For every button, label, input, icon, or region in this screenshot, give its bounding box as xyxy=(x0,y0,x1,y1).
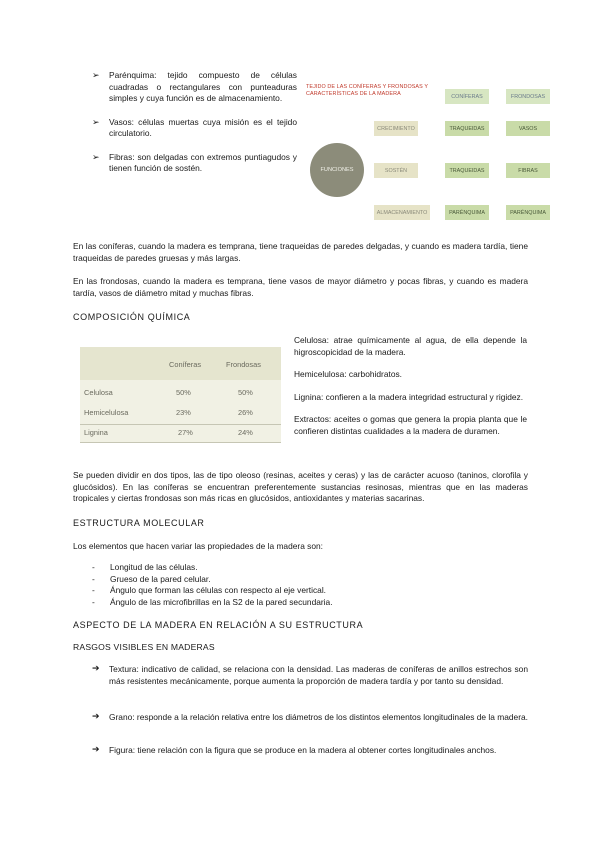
list-item xyxy=(92,152,297,175)
definition-hemicelulosa: Hemicelulosa: carbohidratos. xyxy=(294,369,402,379)
bullet-text: Parénquima: tejido compuesto de células cuadradas o rectangulares con punteaduras simples y cuya función es de almacenamiento. xyxy=(109,70,297,103)
dash-marker: - xyxy=(92,573,95,584)
table-col-header: Frondosas xyxy=(226,360,261,369)
dash-marker: - xyxy=(92,596,95,607)
dash-text: Ángulo que forman las células con respecto al eje vertical. xyxy=(110,585,327,595)
arrow-text-textura: Textura: indicativo de calidad, se relaciona con la densidad. Las maderas de coníferas de anillos estrechos son más resistentes mecánicamente, porque aumenta la proporción de madera tardía y por tanto su densidad. xyxy=(109,664,528,686)
diagram-function-box: ALMACENAMIENTO xyxy=(374,205,430,220)
list-item xyxy=(92,664,528,687)
bullet-text: Vasos: células muertas cuya misión es el tejido circulatorio. xyxy=(109,116,297,138)
diagram-cell-box: TRAQUEIDAS xyxy=(445,163,489,178)
arrow-marker: ➔ xyxy=(92,711,100,721)
list-item xyxy=(92,585,333,597)
properties-dash-list xyxy=(92,562,333,608)
diagram-col-head-frondosas: FRONDOSAS xyxy=(506,89,550,104)
tissue-bullet-list xyxy=(92,70,297,187)
definition-celulosa: Celulosa: atrae químicamente al agua, de ella depende la higroscopicidad de la madera. xyxy=(294,335,527,357)
list-item xyxy=(92,712,528,724)
dash-text: Grueso de la pared celular. xyxy=(110,573,211,584)
table-rule xyxy=(80,424,281,425)
heading-aspecto: ASPECTO DE LA MADERA EN RELACIÓN A SU ESTRUCTURA xyxy=(73,620,364,630)
diagram-cell-box: TRAQUEIDAS xyxy=(445,121,489,136)
dash-text: Ángulo de las microfibrillas en la S2 de la pared secundaria. xyxy=(110,596,333,607)
paragraph-elementos: Los elementos que hacen variar las propiedades de la madera son: xyxy=(73,541,324,551)
diagram-cell-box: FIBRAS xyxy=(506,163,550,178)
diagram-col-head-coniferas: CONÍFERAS xyxy=(445,89,489,104)
list-item xyxy=(92,562,333,574)
bullet-marker: ➢ xyxy=(92,70,100,80)
paragraph-frondosas: En las frondosas, cuando la madera es temprana, tiene vasos de mayor diámetro y pocas fibras, y cuando es madera tardía, vasos de diámetro mitad y muchas fibras. xyxy=(73,276,528,298)
dash-text: Longitud de las células. xyxy=(110,562,198,572)
table-row-label: Hemicelulosa xyxy=(84,408,129,417)
bullet-marker: ➢ xyxy=(92,151,100,162)
diagram-title: TEJIDO DE LAS CONÍFERAS Y FRONDOSAS Y CARACTERÍSTICAS DE LA MADERA xyxy=(306,84,428,97)
heading-estructura-molecular: ESTRUCTURA MOLECULAR xyxy=(73,518,205,528)
bullet-text: Fibras: son delgadas con extremos puntiagudos y tienen función de sostén. xyxy=(109,151,297,173)
arrow-text-grano: Grano: responde a la relación relativa entre los diámetros de los distintos elementos longitudinales de la madera. xyxy=(109,712,528,722)
table-col-header: Coníferas xyxy=(169,360,202,369)
definition-lignina: Lignina: confieren a la madera integridad estructural y rigidez. xyxy=(294,391,524,402)
list-item xyxy=(92,574,333,586)
diagram-cell-box: PARÉNQUIMA xyxy=(506,205,550,220)
paragraph-coniferas: En las coníferas, cuando la madera es temprana, tiene traqueidas de paredes delgadas, y cuando es madera tardía, tiene traqueidas de paredes gruesas y más largas. xyxy=(73,241,528,263)
table-cell: 27% xyxy=(178,428,193,437)
arrow-marker: ➔ xyxy=(92,663,100,673)
dash-marker: - xyxy=(92,562,95,572)
diagram-cell-box: PARÉNQUIMA xyxy=(445,205,489,220)
composition-definitions xyxy=(294,335,527,448)
definition-extractos: Extractos: aceites o gomas que genera la propia planta que le confieren distintas cualidades a la madera de duramen. xyxy=(294,414,527,436)
bullet-marker: ➢ xyxy=(92,116,100,127)
table-rule xyxy=(80,442,281,443)
paragraph-extractos: Se pueden dividir en dos tipos, las de tipo oleoso (resinas, aceites y ceras) y las de carácter acuoso (taninos, clorofila y glucósidos). En las coníferas se encuentran preferentemente sustancias resinosas, mientras que en las maderas tropicales y ciertas frondosas son más ricas en glucósidos, antioxidantes y materias sacarinas. xyxy=(73,470,528,503)
table-row-label: Celulosa xyxy=(84,388,113,397)
composition-table xyxy=(80,347,281,443)
table-cell: 50% xyxy=(238,388,253,397)
table-row-label: Lignina xyxy=(84,428,108,437)
table-cell: 26% xyxy=(238,408,253,417)
heading-rasgos: RASGOS VISIBLES EN MADERAS xyxy=(73,642,215,652)
list-item xyxy=(92,70,297,105)
arrow-marker: ➔ xyxy=(92,744,100,754)
heading-composicion: COMPOSICIÓN QUÍMICA xyxy=(73,312,191,322)
list-item xyxy=(92,745,528,757)
table-cell: 24% xyxy=(238,428,253,437)
diagram-cell-box: VASOS xyxy=(506,121,550,136)
diagram-function-box: CRECIMIENTO xyxy=(374,121,418,136)
dash-marker: - xyxy=(92,585,95,595)
functions-diagram xyxy=(306,80,550,225)
diagram-center-circle: FUNCIONES xyxy=(310,143,364,197)
list-item xyxy=(92,117,297,140)
list-item xyxy=(92,597,333,609)
diagram-function-box: SOSTÉN xyxy=(374,163,418,178)
arrow-text-figura: Figura: tiene relación con la figura que se produce en la madera al obtener cortes longitudinales anchos. xyxy=(109,745,497,755)
table-cell: 23% xyxy=(176,408,191,417)
table-cell: 50% xyxy=(176,388,191,397)
